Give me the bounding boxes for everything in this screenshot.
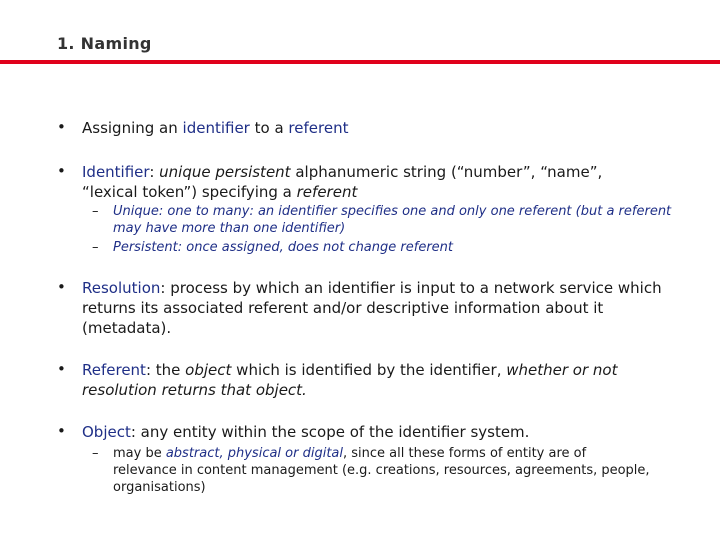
- term-identifier: identifier: [182, 119, 250, 137]
- title-divider: [0, 60, 720, 64]
- term-unique: Unique:: [113, 204, 164, 219]
- term-referent: referent: [288, 119, 349, 137]
- bullet-marker: •: [57, 162, 66, 180]
- bullet-assigning: Assigning an identifier to a referent: [82, 119, 349, 137]
- bullet-resolution: Resolution: process by which an identifier is input to a network service which returns its associated referent and/or descriptive information about it (metadata).: [82, 279, 662, 337]
- term-object: Object: [82, 423, 131, 441]
- bullet-marker: •: [57, 422, 66, 440]
- slide-title: 1. Naming: [57, 34, 152, 53]
- dash-marker: –: [92, 240, 99, 255]
- bullet-identifier: Identifier: unique persistent alphanumeric string (“number”, “name”, “lexical token”) specifying a referent: [82, 163, 603, 201]
- dash-marker: –: [92, 204, 99, 219]
- term-resolution: Resolution: [82, 279, 161, 297]
- bullet-marker: •: [57, 278, 66, 296]
- bullet-object: Object: any entity within the scope of the identifier system.: [82, 423, 530, 441]
- term-referent: Referent: [82, 361, 146, 379]
- term-abstract-physical-digital: abstract, physical or digital: [165, 446, 344, 461]
- bullet-referent: Referent: the object which is identified by the identifier, whether or not resolution returns that object.: [82, 361, 618, 399]
- dash-marker: –: [92, 446, 99, 461]
- bullet-marker: •: [57, 360, 66, 378]
- term-persistent: Persistent:: [113, 240, 183, 255]
- bullet-marker: •: [57, 118, 66, 136]
- term-identifier: Identifier: [82, 163, 150, 181]
